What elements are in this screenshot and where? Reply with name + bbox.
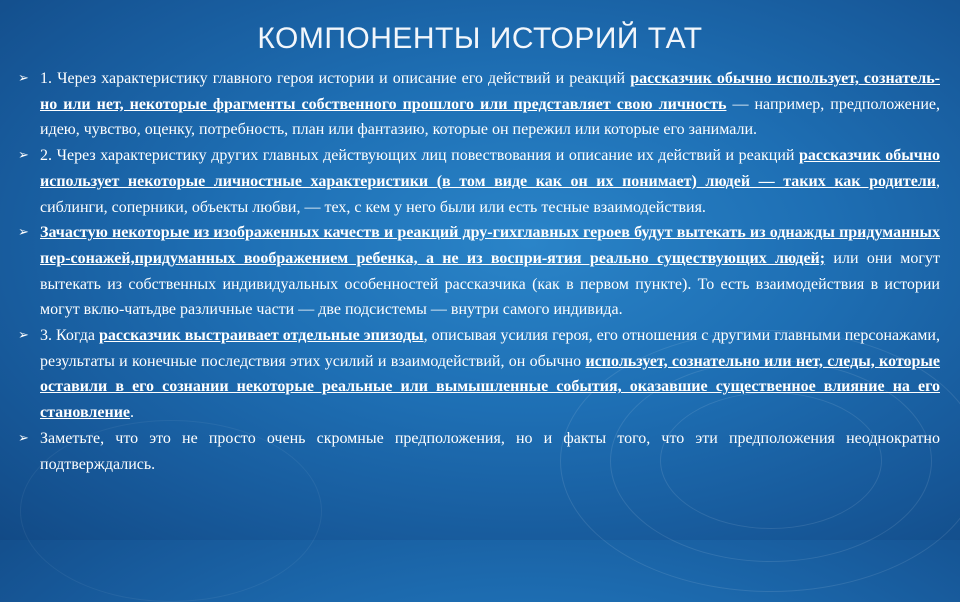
body-text: 2. Через характеристику других главных действующих лиц повествования и описание их действий и реакций bbox=[40, 147, 800, 165]
arrow-bullet-icon: ➢ bbox=[18, 430, 29, 446]
arrow-bullet-icon: ➢ bbox=[18, 71, 29, 86]
bullet-item bbox=[18, 66, 940, 143]
body-text: или они могут вытекать из собственных индивидуальных особенностей рассказчика (как в первом пункте). То есть взаимодействия в истории могут вклю-чатьдве различные части — две подсистемы — внутри самого индивида. bbox=[40, 249, 940, 319]
bullet-list bbox=[18, 66, 940, 477]
emphasized-text: Зачастую некоторые из изображенных качеств и реакций дру-гихглавных героев будут вытекать из однажды придуманных пер-сонажей,придуманных воображением ребенка, а не из воспри-ятия реально существующих людей; bbox=[40, 224, 940, 267]
body-text: Заметьте, что это не просто очень скромные предположения, но и факты того, что эти предположения неоднократно подтверждались. bbox=[40, 429, 940, 473]
body-text: , сиблинги, соперники, объекты любви, — тех, с кем у него были или есть тесные взаимодействия. bbox=[40, 172, 940, 216]
bullet-item bbox=[18, 143, 940, 220]
emphasized-text: рассказчик обычно использует некоторые личностные характеристики (в том виде как он их понимает) людей — таких как родители bbox=[40, 147, 940, 190]
bullet-item bbox=[18, 323, 940, 426]
emphasized-text: рассказчик обычно использует, сознатель-но или нет, некоторые фрагменты собственного прошлого или представляет свою личность bbox=[40, 70, 940, 113]
body-text: 3. Когда bbox=[40, 327, 100, 345]
body-text: — например, предположение, идею, чувство, оценку, потребность, план или фантазию, которые он пережил или которые его занимали. bbox=[40, 95, 940, 139]
bullet-item bbox=[18, 426, 940, 477]
arrow-bullet-icon: ➢ bbox=[18, 225, 29, 241]
bullet-item bbox=[18, 220, 940, 323]
body-text: 1. Через характеристику главного героя истории и описание его действий и реакций bbox=[40, 70, 631, 87]
body-text: , описывая усилия героя, его отношения с другими главными персонажами, результаты и конечные последствия этих усилий и взаимодействий, он обычно bbox=[40, 327, 940, 370]
emphasized-text: использует, сознательно или нет, следы, которые оставили в его сознании некоторые реальные или вымышленные события, оказавшие существенное влияние на его становление bbox=[40, 352, 940, 422]
arrow-bullet-icon: ➢ bbox=[18, 148, 29, 164]
body-text: . bbox=[130, 404, 135, 422]
slide-title: КОМПОНЕНТЫ ИСТОРИЙ ТАТ bbox=[257, 22, 703, 55]
arrow-bullet-icon: ➢ bbox=[18, 328, 29, 344]
emphasized-text: рассказчик выстраивает отдельные эпизоды bbox=[99, 327, 424, 345]
